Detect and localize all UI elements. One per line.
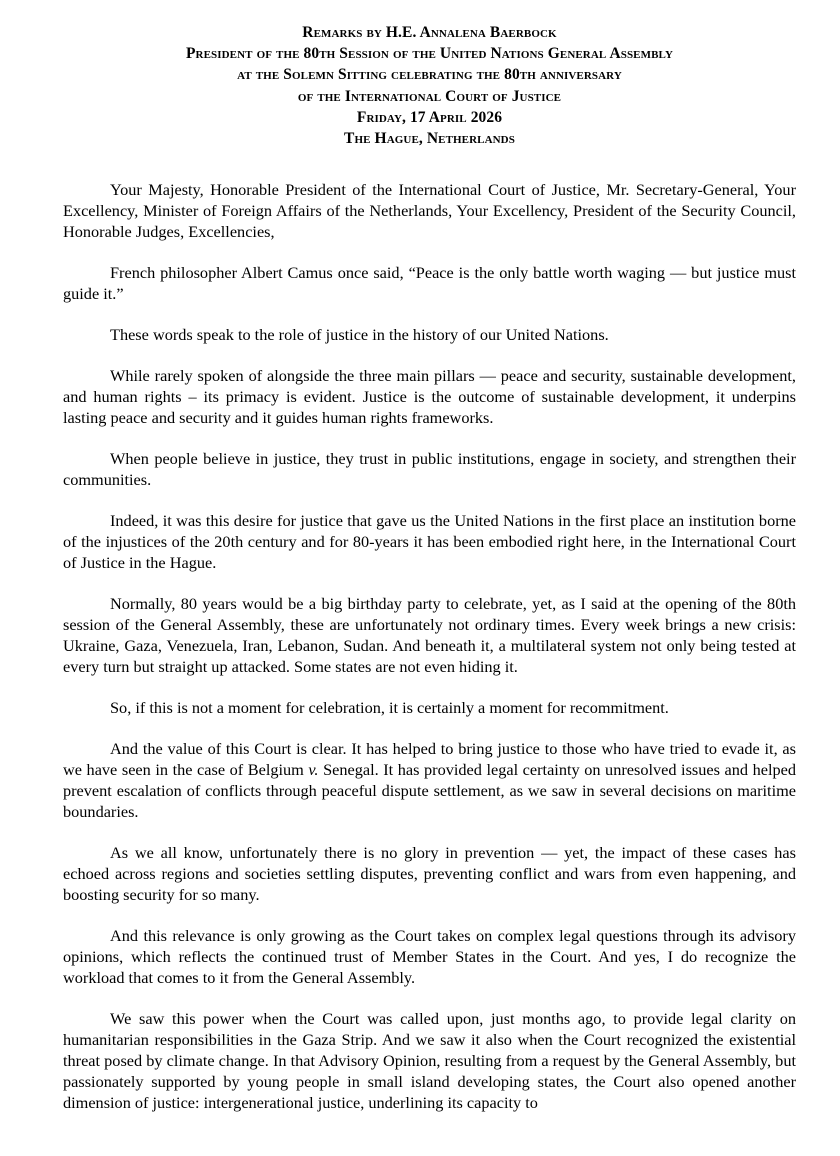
paragraph: Normally, 80 years would be a big birthday party to celebrate, yet, as I said at the opening of the 80th session of the General Assembly, these are unfortunately not ordinary times. Every week brings a new crisis: Ukraine, Gaza, Venezuela, Iran, Lebanon, Sudan. And beneath it, a multilateral system not only being tested at every turn but straight up attacked. Some states are not even hiding it.: [63, 594, 796, 677]
paragraph: These words speak to the role of justice in the history of our United Nations.: [110, 325, 609, 345]
header-location-line: The Hague, Netherlands: [344, 130, 515, 148]
paragraph: As we all know, unfortunately there is no glory in prevention — yet, the impact of these cases has echoed across regions and societies settling disputes, preventing conflict and wars from even happening, and boosting security for so many.: [63, 843, 796, 905]
header-title-line: Remarks by H.E. Annalena Baerbock: [302, 24, 557, 41]
paragraph-court-value: [63, 738, 796, 822]
paragraph-text: Senegal. It has provided legal certainty on unresolved issues and helped prevent escalation of conflicts through peaceful dispute settlement, as we saw in several decisions on maritime boundaries.: [63, 760, 796, 822]
header-date-line: Friday, 17 April 2026: [356, 108, 503, 126]
speech-header: [63, 22, 796, 149]
paragraph-camus-quote: French philosopher Albert Camus once said, “Peace is the only battle worth waging — but justice must guide it.”: [63, 263, 796, 304]
paragraph: Indeed, it was this desire for justice that gave us the United Nations in the first place an institution borne of the injustices of the 20th century and for 80-years it has been embodied right here, in the International Court of Justice in the Hague.: [63, 511, 796, 573]
paragraph-text: And the value of this Court is clear. It has helped to bring justice to those who have tried to evade it, as we have seen in the case of Belgium: [63, 739, 796, 780]
header-institution-line: of the International Court of Justice: [297, 87, 562, 105]
header-role-line: President of the 80th Session of the United Nations General Assembly: [185, 45, 674, 63]
speech-body: [63, 179, 796, 1113]
header-occasion-line: at the Solemn Sitting celebrating the 80th anniversary: [237, 66, 622, 84]
case-versus-italic: v.: [308, 760, 319, 780]
paragraph: When people believe in justice, they trust in public institutions, engage in society, and strengthen their communities.: [63, 449, 796, 490]
paragraph: And this relevance is only growing as the Court takes on complex legal questions through its advisory opinions, which reflects the continued trust of Member States in the Court. And yes, I do recognize the workload that comes to it from the General Assembly.: [63, 926, 796, 988]
paragraph: We saw this power when the Court was called upon, just months ago, to provide legal clarity on humanitarian responsibilities in the Gaza Strip. And we saw it also when the Court recognized the existential threat posed by climate change. In that Advisory Opinion, resulting from a request by the General Assembly, but passionately supported by young people in small island developing states, the Court also opened another dimension of justice: intergenerational justice, underlining its capacity to: [63, 1009, 796, 1113]
paragraph-salutation: Your Majesty, Honorable President of the International Court of Justice, Mr. Secretary-General, Your Excellency, Minister of Foreign Affairs of the Netherlands, Your Excellency, President of the Security Council, Honorable Judges, Excellencies,: [63, 180, 796, 242]
paragraph: So, if this is not a moment for celebration, it is certainly a moment for recommitment.: [110, 698, 669, 718]
paragraph: While rarely spoken of alongside the three main pillars — peace and security, sustainable development, and human rights – its primacy is evident. Justice is the outcome of sustainable development, it underpins lasting peace and security and it guides human rights frameworks.: [63, 366, 796, 428]
document-page: [63, 22, 796, 1133]
